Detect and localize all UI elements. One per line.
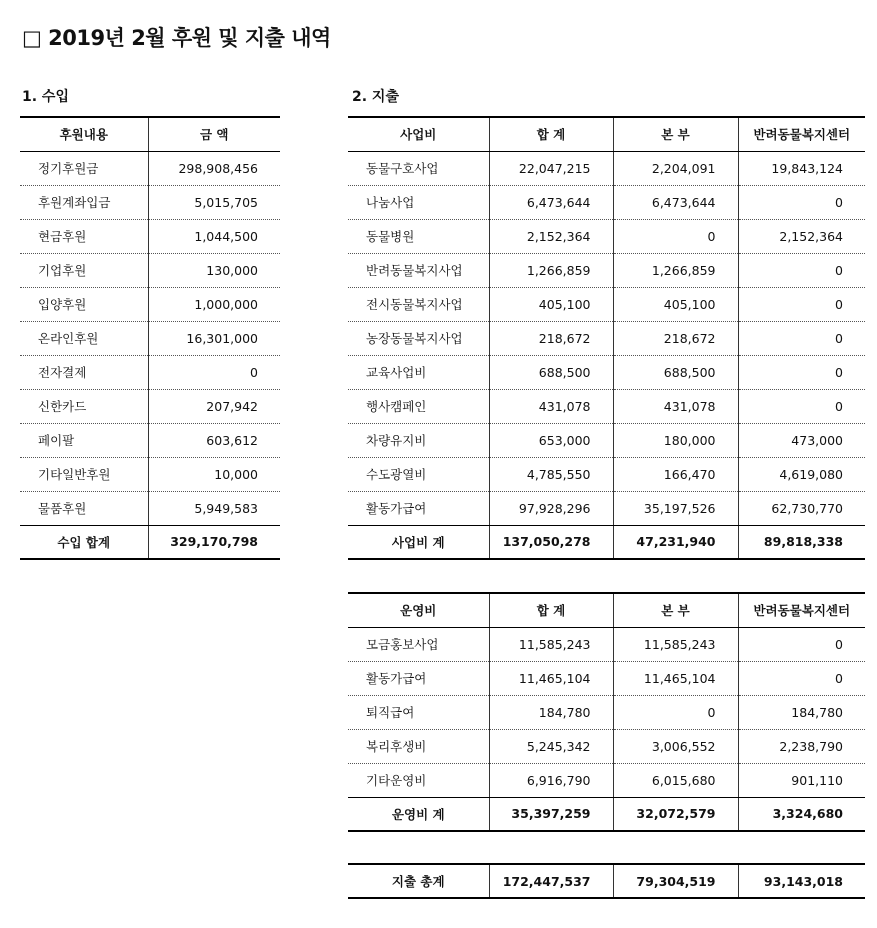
total-label: 운영비 계 [348,797,489,831]
row-center: 2,238,790 [738,729,865,763]
table-row [20,321,280,355]
row-hq: 2,204,091 [613,151,738,185]
row-hq: 11,585,243 [613,627,738,661]
row-label: 동물병원 [348,219,489,253]
row-hq: 166,470 [613,457,738,491]
column-header: 합 계 [489,117,613,151]
row-label: 차량유지비 [348,423,489,457]
row-total: 11,465,104 [489,661,613,695]
table-row [348,763,865,797]
row-total: 97,928,296 [489,491,613,525]
row-label: 동물구호사업 [348,151,489,185]
row-amount: 0 [148,355,280,389]
table-row [20,185,280,219]
row-center: 0 [738,253,865,287]
row-label: 페이팔 [20,423,148,457]
table-row [348,491,865,525]
row-hq: 0 [613,219,738,253]
row-amount: 1,000,000 [148,287,280,321]
row-label: 나눔사업 [348,185,489,219]
table-row [348,661,865,695]
row-center: 0 [738,627,865,661]
row-total: 4,785,550 [489,457,613,491]
table-row [20,253,280,287]
table-row [348,287,865,321]
total-label: 사업비 계 [348,525,489,559]
table-row [20,355,280,389]
table-row [348,423,865,457]
row-label: 전시동물복지사업 [348,287,489,321]
total-amount: 329,170,798 [148,525,280,559]
table-row [20,457,280,491]
column-header: 반려동물복지센터 [738,593,865,627]
business-expense-table [348,116,865,560]
income-total-row [20,525,280,559]
table-header-row [348,117,865,151]
expense-heading: 2. 지출 [352,89,399,105]
column-header: 본 부 [613,593,738,627]
row-label: 활동가급여 [348,491,489,525]
row-label: 모금홍보사업 [348,627,489,661]
row-total: 22,047,215 [489,151,613,185]
row-amount: 1,044,500 [148,219,280,253]
grand-total-sum: 172,447,537 [489,864,613,898]
table-row [20,491,280,525]
total-hq: 47,231,940 [613,525,738,559]
row-label: 후원계좌입금 [20,185,148,219]
total-hq: 32,072,579 [613,797,738,831]
row-total: 184,780 [489,695,613,729]
row-label: 복리후생비 [348,729,489,763]
table-row [348,151,865,185]
row-hq: 11,465,104 [613,661,738,695]
table-row [348,355,865,389]
row-center: 62,730,770 [738,491,865,525]
business-total-row [348,525,865,559]
table-header-row [348,593,865,627]
column-header: 합 계 [489,593,613,627]
row-total: 405,100 [489,287,613,321]
row-label: 물품후원 [20,491,148,525]
row-label: 반려동물복지사업 [348,253,489,287]
total-center: 89,818,338 [738,525,865,559]
grand-total-hq: 79,304,519 [613,864,738,898]
row-center: 0 [738,355,865,389]
row-hq: 6,015,680 [613,763,738,797]
row-label: 행사캠페인 [348,389,489,423]
row-center: 0 [738,389,865,423]
row-amount: 5,949,583 [148,491,280,525]
table-row [20,423,280,457]
row-hq: 180,000 [613,423,738,457]
total-sum: 137,050,278 [489,525,613,559]
table-row [20,287,280,321]
row-center: 4,619,080 [738,457,865,491]
operations-total-row [348,797,865,831]
table-row [348,185,865,219]
row-total: 653,000 [489,423,613,457]
row-total: 1,266,859 [489,253,613,287]
total-center: 3,324,680 [738,797,865,831]
row-amount: 10,000 [148,457,280,491]
row-center: 184,780 [738,695,865,729]
row-total: 218,672 [489,321,613,355]
row-center: 473,000 [738,423,865,457]
row-total: 5,245,342 [489,729,613,763]
row-label: 퇴직급여 [348,695,489,729]
row-hq: 218,672 [613,321,738,355]
row-center: 0 [738,185,865,219]
income-table [20,116,280,560]
page-title: □ 2019년 2월 후원 및 지출 내역 [22,26,331,50]
row-amount: 603,612 [148,423,280,457]
row-label: 입양후원 [20,287,148,321]
table-row [348,627,865,661]
row-label: 온라인후원 [20,321,148,355]
row-center: 19,843,124 [738,151,865,185]
row-center: 0 [738,661,865,695]
row-amount: 5,015,705 [148,185,280,219]
row-amount: 16,301,000 [148,321,280,355]
row-label: 정기후원금 [20,151,148,185]
table-row [348,695,865,729]
table-row [348,389,865,423]
row-center: 0 [738,321,865,355]
row-label: 활동가급여 [348,661,489,695]
column-header: 사업비 [348,117,489,151]
row-center: 901,110 [738,763,865,797]
row-hq: 3,006,552 [613,729,738,763]
row-center: 0 [738,287,865,321]
row-amount: 298,908,456 [148,151,280,185]
row-amount: 207,942 [148,389,280,423]
row-label: 현금후원 [20,219,148,253]
column-header: 반려동물복지센터 [738,117,865,151]
row-label: 교육사업비 [348,355,489,389]
table-row [20,389,280,423]
row-total: 6,473,644 [489,185,613,219]
column-header: 금 액 [148,117,280,151]
row-hq: 0 [613,695,738,729]
column-header: 본 부 [613,117,738,151]
table-row [348,219,865,253]
row-label: 기타운영비 [348,763,489,797]
row-label: 기타일반후원 [20,457,148,491]
row-hq: 405,100 [613,287,738,321]
table-row [348,321,865,355]
column-header: 후원내용 [20,117,148,151]
income-heading: 1. 수입 [22,89,69,105]
table-row [348,729,865,763]
table-row [20,219,280,253]
row-hq: 688,500 [613,355,738,389]
row-hq: 1,266,859 [613,253,738,287]
row-total: 11,585,243 [489,627,613,661]
table-header-row [20,117,280,151]
row-hq: 35,197,526 [613,491,738,525]
grand-total-row [348,864,865,898]
grand-total-table [348,863,865,899]
row-total: 6,916,790 [489,763,613,797]
row-hq: 431,078 [613,389,738,423]
row-total: 2,152,364 [489,219,613,253]
row-center: 2,152,364 [738,219,865,253]
table-row [348,457,865,491]
grand-total-center: 93,143,018 [738,864,865,898]
total-label: 수입 합계 [20,525,148,559]
row-label: 수도광열비 [348,457,489,491]
row-total: 688,500 [489,355,613,389]
grand-total-label: 지출 총계 [348,864,489,898]
row-hq: 6,473,644 [613,185,738,219]
row-label: 기업후원 [20,253,148,287]
table-row [348,253,865,287]
column-header: 운영비 [348,593,489,627]
total-sum: 35,397,259 [489,797,613,831]
row-amount: 130,000 [148,253,280,287]
row-label: 신한카드 [20,389,148,423]
row-total: 431,078 [489,389,613,423]
operations-expense-table [348,592,865,832]
table-row [20,151,280,185]
row-label: 농장동물복지사업 [348,321,489,355]
row-label: 전자결제 [20,355,148,389]
